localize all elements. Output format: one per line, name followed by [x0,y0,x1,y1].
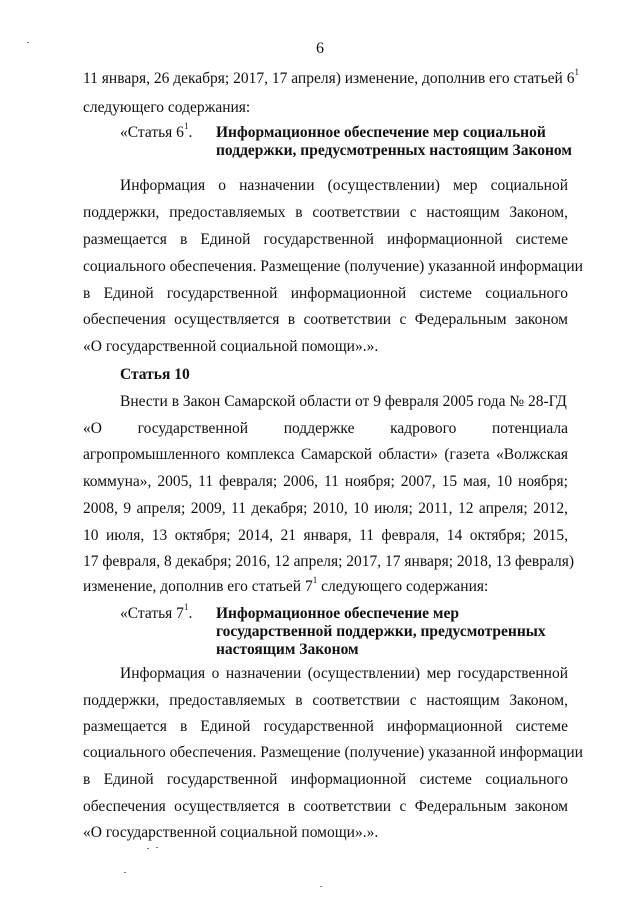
text-line: «О государственной социальной помощи».». [83,338,379,355]
text-line: Информация о назначении (осуществлении) мер социальной [120,177,568,194]
scan-speck [27,42,29,43]
text-line: следующего содержания: [83,99,251,116]
text-line: Информация о назначении (осуществлении) мер государственной [120,665,568,682]
article-title: государственной поддержки, предусмотренных [216,623,546,640]
text-line: поддержки, предоставляемых в соответствии с настоящим Законом, [83,204,568,221]
section-heading: Статья 10 [120,366,190,383]
text-line: Внести в Закон Самарской области от 9 февраля 2005 года № 28-ГД [120,393,567,410]
text-line: социального обеспечения. Размещение (получение) указанной информации [83,258,583,275]
scan-speck [320,886,322,887]
text-line: «О государственной социальной помощи».». [83,824,379,841]
text-line: обеспечения осуществляется в соответствии с Федеральным законом [83,311,568,328]
text-line: в Единой государственной информационной системе социального [83,285,568,302]
text-line: социального обеспечения. Размещение (получение) указанной информации [83,744,583,761]
scan-speck [156,847,158,848]
text-line: размещается в Единой государственной информационной системе [83,231,568,248]
text-line: агропромышленного комплекса Самарской области» (газета «Волжская [83,446,568,463]
text-line: обеспечения осуществляется в соответствии с Федеральным законом [83,798,568,815]
text-line: 10 июля, 13 октября; 2014, 21 января, 11 февраля, 14 октября; 2015, [83,527,568,544]
scan-speck [147,848,149,849]
text-line: 11 января, 26 декабря; 2017, 17 апреля) изменение, дополнив его статьей $6^1$ [83,67,579,87]
article-title: Информационное обеспечение мер социальной [216,124,546,141]
text-line: «О государственной поддержке кадрового потенциала [83,420,568,437]
text-line: 2008, 9 апреля; 2009, 11 декабря; 2010, 10 июля; 2011, 12 апреля; 2012, [83,500,568,517]
article-label: «Статья $6^1$. [120,121,193,141]
article-title: Информационное обеспечение мер [216,605,459,622]
text-line: поддержки, предоставляемых в соответствии с настоящим Законом, [83,692,568,709]
text-line: размещается в Единой государственной информационной системе [83,718,568,735]
article-label: «Статья $7^1$. [120,602,193,622]
scan-speck [124,872,126,873]
article-title: поддержки, предусмотренных настоящим Законом [216,142,572,159]
text-line: изменение, дополнив его статьей $7^1$ следующего содержания: [83,575,489,595]
page-number: 6 [316,40,324,57]
text-line: 17 февраля, 8 декабря; 2016, 12 апреля; 2017, 17 января; 2018, 13 февраля) [83,553,575,570]
text-line: коммуна», 2005, 11 февраля; 2006, 11 ноября; 2007, 15 мая, 10 ноября; [83,473,568,490]
text-line: в Единой государственной информационной системе социального [83,771,568,788]
article-title: настоящим Законом [216,641,359,658]
